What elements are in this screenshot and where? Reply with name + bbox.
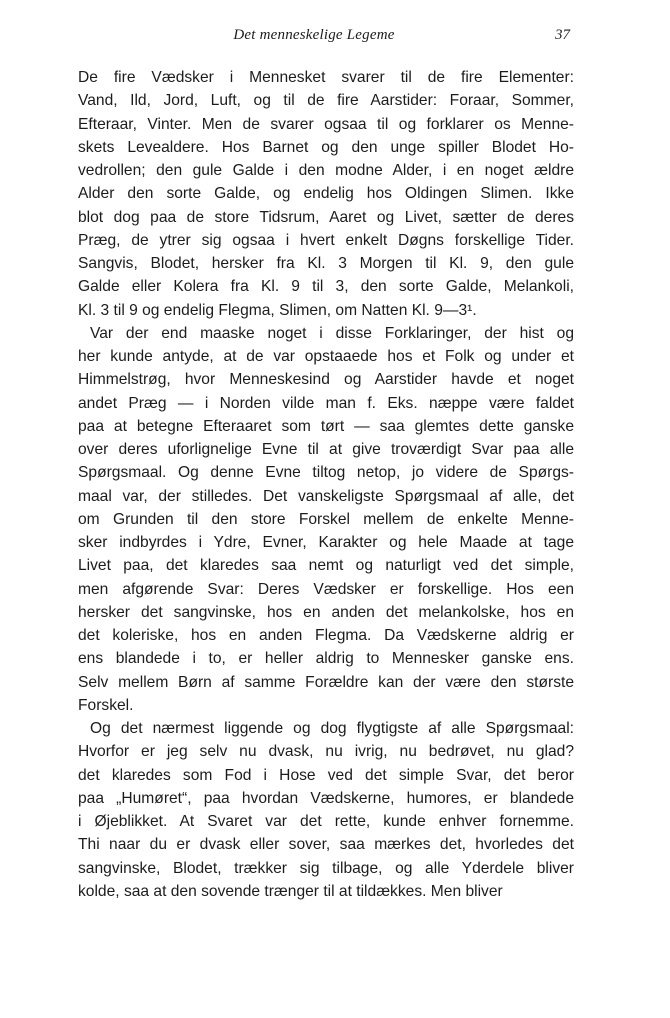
paragraph (78, 322, 574, 717)
text-line: sker indbyrdes i Ydre, Evner, Karakter og hele Maade at tage (78, 534, 574, 551)
text-line: i Øjeblikket. At Svaret var det rette, kunde enhver fornemme. (78, 813, 574, 830)
text-line: vedrollen; den gule Galde i den modne Alder, i en noget ældre (78, 162, 574, 179)
text-line: kolde, saa at den sovende trænger til at tildækkes. Men bliver (78, 882, 503, 900)
page-number: 37 (555, 27, 570, 43)
text-line: Alder den sorte Galde, og endelig hos Oldingen Slimen. Ikke (78, 185, 574, 203)
text-line: hersker det sangvinske, hos en anden det melankolske, hos en (78, 603, 574, 621)
text-line: det klaredes som Fod i Hose ved det simple Svar, det beror (78, 766, 574, 784)
text-line: Hvorfor er jeg selv nu dvask, nu ivrig, nu bedrøvet, nu glad? (78, 743, 574, 761)
text-line: om Grunden til den store Forskel mellem de enkelte Menne- (78, 510, 574, 528)
running-head-title: Det menneskelige Legeme (233, 27, 395, 43)
text-line: De fire Vædsker i Mennesket svarer til de fire Elementer: (78, 69, 574, 86)
text-line: sangvinske, Blodet, trækker sig tilbage, og alle Yderdele bliver (78, 859, 574, 877)
text-line: blot dog paa de store Tidsrum, Aaret og Livet, sætter de deres (78, 208, 574, 226)
text-line: Var der end maaske noget i disse Forklaringer, der hist og (90, 324, 574, 342)
text-line: paa „Humøret“, paa hvordan Vædskerne, humores, er blandede (78, 789, 574, 807)
text-line: ens blandede i to, er heller aldrig to Mennesker ganske ens. (78, 650, 574, 668)
text-line: Sangvis, Blodet, hersker fra Kl. 3 Morgen til Kl. 9, den gule (78, 255, 574, 272)
text-line: andet Præg — i Norden vilde man f. Eks. næppe være faldet (78, 394, 574, 412)
text-line: Himmelstrøg, hvor Menneskesind og Aarstider havde et noget (78, 371, 574, 389)
text-line: skets Levealdere. Hos Barnet og den unge spiller Blodet Ho- (78, 138, 574, 156)
text-line: Thi naar du er dvask eller sover, saa mærkes det, hvorledes det (78, 836, 574, 854)
text-line: Galde eller Kolera fra Kl. 9 til 3, den sorte Galde, Melankoli, (78, 278, 574, 296)
text-line: Livet paa, det klaredes saa nemt og naturligt ved det simple, (78, 557, 574, 575)
text-line: Og det nærmest liggende og dog flygtigste af alle Spørgsmaal: (90, 720, 574, 737)
text-line: Præg, de ytrer sig ogsaa i hvert enkelt Døgns forskellige Tider. (78, 231, 574, 249)
text-line: maal var, der stilledes. Det vanskeligste Spørgsmaal af alle, det (78, 487, 574, 505)
body-text (78, 66, 574, 903)
text-line: det koleriske, hos en anden Flegma. Da Vædskerne aldrig er (78, 627, 574, 644)
text-line: Spørgsmaal. Og denne Evne tiltog netop, jo videre de Spørgs- (78, 464, 574, 482)
paragraph (78, 66, 574, 322)
text-line: her kunde antyde, at de var opstaaede hos et Folk og under et (78, 348, 574, 365)
text-line: Forskel. (78, 696, 134, 714)
text-line: over deres uforlignelige Evne til at give troværdigt Svar paa alle (78, 441, 574, 458)
paragraph (78, 717, 574, 903)
running-head (0, 27, 670, 49)
text-line: Vand, Ild, Jord, Luft, og til de fire Aarstider: Foraar, Sommer, (78, 92, 574, 110)
text-line: paa at betegne Efteraaret som tørt — saa glemtes dette ganske (78, 417, 574, 435)
text-line: Efteraar, Vinter. Men de svarer ogsaa til og forklarer os Menne- (78, 115, 574, 133)
text-line: Selv mellem Børn af samme Forældre kan der være den største (78, 673, 574, 691)
text-line: men afgørende Svar: Deres Vædsker er forskellige. Hos een (78, 580, 574, 598)
text-line: Kl. 3 til 9 og endelig Flegma, Slimen, om Natten Kl. 9—3¹. (78, 301, 477, 319)
